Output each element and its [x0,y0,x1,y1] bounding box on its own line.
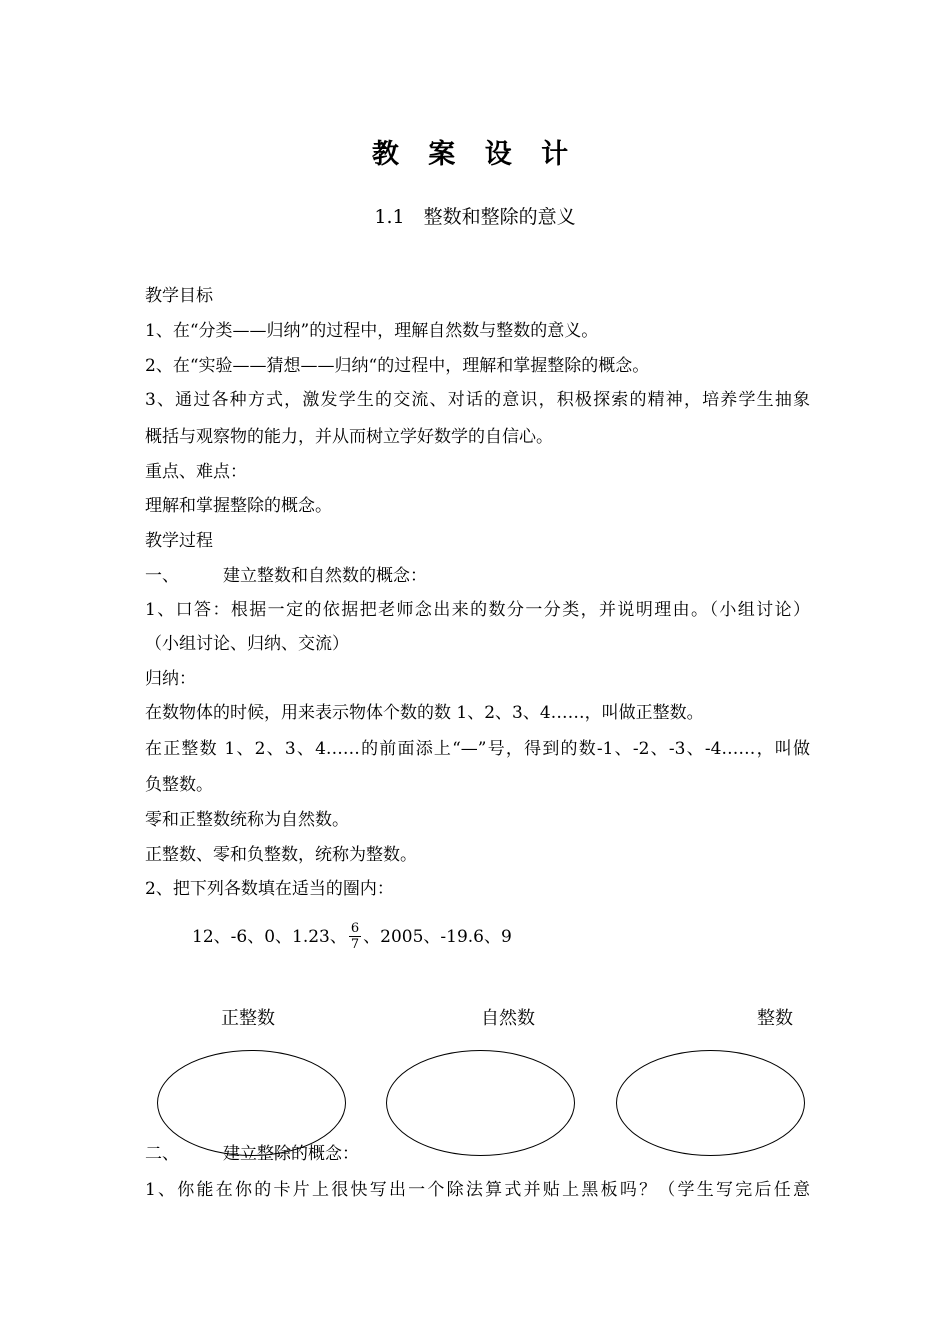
positive-integers-circle [157,1050,346,1156]
number-list-after: 、2005、-19.6、9 [363,927,512,947]
process-heading: 教学过程 [145,531,213,551]
label-positive-integers: 正整数 [221,1008,275,1029]
section-1-number: 一、 [145,566,179,586]
summary-line-1: 在数物体的时候，用来表示物体个数的数 1、2、3、4……，叫做正整数。 [145,703,704,723]
natural-numbers-circle [386,1050,575,1156]
fraction-denominator: 7 [350,937,360,952]
section-2-heading [145,1142,810,1166]
step-3-text: 1、你能在你的卡片上很快写出一个除法算式并贴上黑板吗？（学生写完后任意 [145,1180,810,1200]
step-1-line-1: 1、口答：根据一定的依据把老师念出来的数分一分类，并说明理由。（小组讨论） [145,600,810,620]
step-1-line-2: （小组讨论、归纳、交流） [145,634,349,654]
objective-item-3: 3、通过各种方式，激发学生的交流、对话的意识，积极探索的精神，培养学生抽象 [145,390,810,410]
section-1-title: 建立整数和自然数的概念： [223,566,427,586]
document-subtitle: 1.1 整数和整除的意义 [374,206,576,228]
summary-line-3: 负整数。 [145,775,213,795]
objectives-heading: 教学目标 [145,286,213,306]
key-points-heading: 重点、难点： [145,462,247,482]
integers-circle [616,1050,805,1156]
objective-item-3-cont: 概括与观察物的能力，并从而树立学好数学的自信心。 [145,427,553,447]
section-1-heading [145,564,810,588]
number-list [192,922,512,953]
number-list-before: 12、-6、0、1.23、 [192,927,347,947]
fraction-numerator: 6 [350,921,360,936]
objective-item-1: 1、在“分类——归纳”的过程中，理解自然数与整数的意义。 [145,321,599,341]
document-title: 教 案 设 计 [371,139,579,170]
label-integers: 整数 [757,1008,793,1029]
section-2-title: 建立整除的概念： [223,1144,359,1164]
summary-line-5: 正整数、零和负整数，统称为整数。 [145,845,417,865]
step-2-text: 2、把下列各数填在适当的圈内： [145,879,394,899]
section-2-number: 二、 [145,1144,179,1164]
summary-line-2: 在正整数 1、2、3、4……的前面添上“—”号，得到的数-1、-2、-3、-4……，叫做 [145,739,810,759]
fraction [349,921,361,952]
summary-line-4: 零和正整数统称为自然数。 [145,810,349,830]
label-natural-numbers: 自然数 [481,1008,535,1029]
summary-heading: 归纳： [145,669,196,689]
key-points-text: 理解和掌握整除的概念。 [145,496,332,516]
objective-item-2: 2、在“实验——猜想——归纳“的过程中，理解和掌握整除的概念。 [145,356,650,376]
